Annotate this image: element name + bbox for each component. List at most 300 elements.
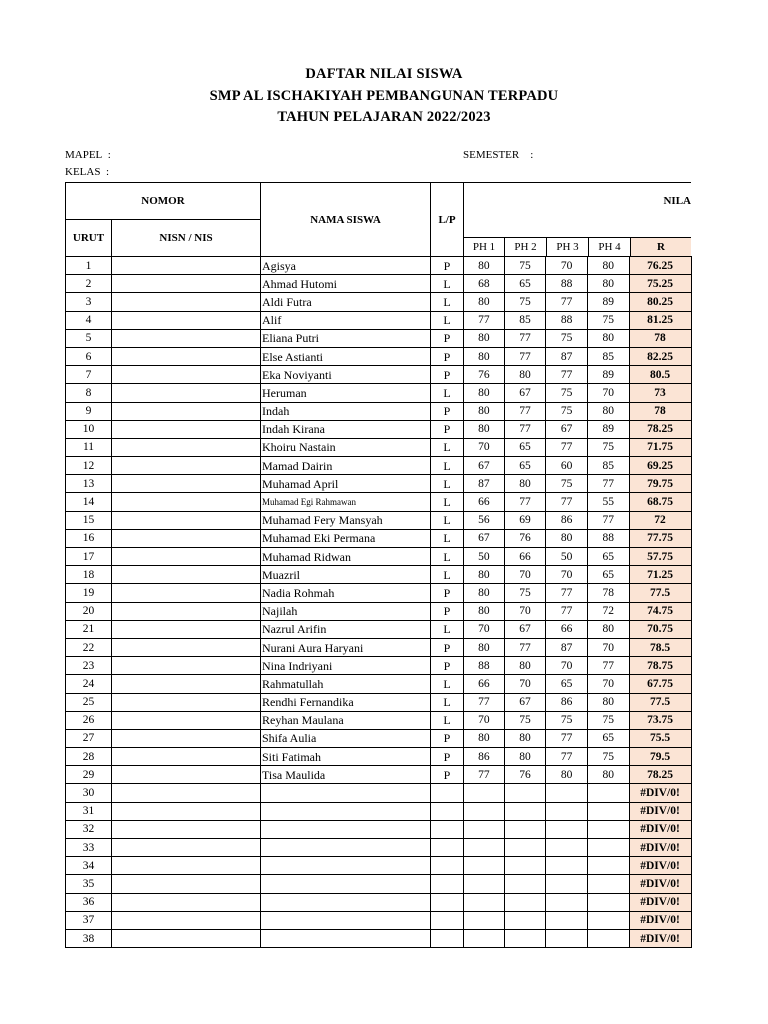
average-cell: 82.25 (629, 347, 691, 365)
ph4-cell: 75 (587, 311, 629, 329)
student-name: Muhamad Fery Mansyah (261, 511, 431, 529)
ph2-cell: 80 (504, 657, 546, 675)
student-name: Muhamad Egi Rahmawan (261, 493, 431, 511)
row-number: 2 (66, 275, 112, 293)
ph3-cell (546, 929, 588, 947)
gender-cell (431, 875, 464, 893)
ph4-cell (587, 911, 629, 929)
table-row (66, 293, 692, 311)
ph3-cell: 60 (546, 457, 588, 475)
ph4-cell: 80 (587, 257, 629, 275)
ph4-cell: 85 (587, 347, 629, 365)
average-cell: #DIV/0! (629, 784, 691, 802)
ph4-cell (587, 893, 629, 911)
gender-cell: L (431, 548, 464, 566)
ph3-cell (546, 857, 588, 875)
nisn-cell (112, 329, 261, 347)
student-name: Agisya (261, 257, 431, 275)
row-number: 19 (66, 584, 112, 602)
table-row (66, 748, 692, 766)
semester-label: SEMESTER : (463, 149, 534, 161)
gender-cell: P (431, 584, 464, 602)
row-number: 27 (66, 729, 112, 747)
table-row (66, 802, 692, 820)
nisn-cell (112, 602, 261, 620)
average-cell: 69.25 (629, 457, 691, 475)
row-number: 14 (66, 493, 112, 511)
gender-cell: L (431, 475, 464, 493)
gender-cell: L (431, 511, 464, 529)
ph2-cell: 80 (504, 729, 546, 747)
table-row (66, 329, 692, 347)
table-row (66, 493, 692, 511)
ph1-cell: 66 (464, 675, 505, 693)
student-name: Nadia Rohmah (261, 584, 431, 602)
ph1-cell: 87 (464, 475, 505, 493)
table-row (66, 820, 692, 838)
nisn-cell (112, 893, 261, 911)
ph1-cell: 70 (464, 711, 505, 729)
average-cell: 80.25 (629, 293, 691, 311)
ph2-header: PH 2 (505, 238, 547, 256)
student-name (261, 911, 431, 929)
student-name: Muhamad April (261, 475, 431, 493)
student-name: Tisa Maulida (261, 766, 431, 784)
nisn-cell (112, 275, 261, 293)
nisn-cell (112, 293, 261, 311)
ph2-cell (504, 893, 546, 911)
ph1-cell: 50 (464, 548, 505, 566)
gender-cell: L (431, 493, 464, 511)
table-row (66, 257, 692, 275)
nisn-cell (112, 457, 261, 475)
gender-cell (431, 911, 464, 929)
ph3-cell (546, 911, 588, 929)
student-name: Indah Kirana (261, 420, 431, 438)
ph4-cell: 80 (587, 329, 629, 347)
average-cell: 74.75 (629, 602, 691, 620)
nisn-cell (112, 766, 261, 784)
ph2-cell: 66 (504, 548, 546, 566)
ph2-cell: 67 (504, 693, 546, 711)
ph2-cell: 65 (504, 438, 546, 456)
gender-cell: P (431, 602, 464, 620)
row-number: 22 (66, 638, 112, 656)
row-number: 11 (66, 438, 112, 456)
ph2-cell (504, 820, 546, 838)
ph3-cell: 70 (546, 657, 588, 675)
ph1-cell: 80 (464, 329, 505, 347)
average-cell: 77.5 (629, 693, 691, 711)
student-name: Rendhi Fernandika (261, 693, 431, 711)
ph2-cell: 77 (504, 347, 546, 365)
table-row (66, 839, 692, 857)
row-number: 12 (66, 457, 112, 475)
ph3-cell: 65 (546, 675, 588, 693)
ph4-cell: 75 (587, 438, 629, 456)
ph3-cell: 75 (546, 402, 588, 420)
nisn-cell (112, 711, 261, 729)
table-row (66, 875, 692, 893)
ph1-cell: 80 (464, 402, 505, 420)
nisn-cell (112, 929, 261, 947)
ph4-cell: 77 (587, 475, 629, 493)
row-number: 18 (66, 566, 112, 584)
gender-cell: P (431, 420, 464, 438)
average-cell: 57.75 (629, 548, 691, 566)
ph3-cell: 77 (546, 366, 588, 384)
ph4-cell (587, 839, 629, 857)
student-name (261, 857, 431, 875)
nisn-cell (112, 402, 261, 420)
row-number: 37 (66, 911, 112, 929)
student-name: Siti Fatimah (261, 748, 431, 766)
student-name (261, 929, 431, 947)
nisn-cell (112, 693, 261, 711)
ph2-cell: 67 (504, 620, 546, 638)
nisn-cell (112, 311, 261, 329)
nisn-cell (112, 748, 261, 766)
student-name (261, 839, 431, 857)
ph4-cell: 70 (587, 675, 629, 693)
nisn-cell (112, 820, 261, 838)
gender-cell: L (431, 275, 464, 293)
table-row (66, 711, 692, 729)
ph3-cell: 66 (546, 620, 588, 638)
average-cell: 71.25 (629, 566, 691, 584)
nisn-cell (112, 548, 261, 566)
ph1-cell: 76 (464, 366, 505, 384)
student-name (261, 784, 431, 802)
average-cell: 77.5 (629, 584, 691, 602)
row-number: 7 (66, 366, 112, 384)
ph2-cell (504, 784, 546, 802)
gender-cell (431, 857, 464, 875)
ph2-cell: 67 (504, 384, 546, 402)
gender-cell: P (431, 638, 464, 656)
table-row (66, 347, 692, 365)
average-cell: 78.5 (629, 638, 691, 656)
table-row (66, 366, 692, 384)
student-name: Muhamad Eki Permana (261, 529, 431, 547)
average-cell: 80.5 (629, 366, 691, 384)
student-name: Muhamad Ridwan (261, 548, 431, 566)
ph1-cell: 68 (464, 275, 505, 293)
ph3-cell: 67 (546, 420, 588, 438)
student-name (261, 893, 431, 911)
row-number: 33 (66, 839, 112, 857)
grade-rows (66, 257, 692, 948)
kelas-label: KELAS : (65, 166, 110, 178)
ph3-cell: 80 (546, 529, 588, 547)
ph2-cell: 77 (504, 493, 546, 511)
row-number: 1 (66, 257, 112, 275)
gender-cell: L (431, 620, 464, 638)
average-cell: 73.75 (629, 711, 691, 729)
table-row (66, 275, 692, 293)
gender-cell (431, 893, 464, 911)
table-row (66, 438, 692, 456)
student-name: Reyhan Maulana (261, 711, 431, 729)
gender-cell: L (431, 693, 464, 711)
ph3-cell: 77 (546, 293, 588, 311)
gender-cell (431, 839, 464, 857)
row-number: 32 (66, 820, 112, 838)
ph3-cell: 70 (546, 257, 588, 275)
ph1-cell: 80 (464, 347, 505, 365)
gender-cell: P (431, 329, 464, 347)
student-name: Shifa Aulia (261, 729, 431, 747)
ph1-cell: 80 (464, 566, 505, 584)
row-number: 30 (66, 784, 112, 802)
table-row (66, 784, 692, 802)
ph4-cell: 89 (587, 293, 629, 311)
ph1-cell (464, 893, 505, 911)
ph2-cell (504, 911, 546, 929)
table-row (66, 620, 692, 638)
average-cell: #DIV/0! (629, 820, 691, 838)
row-number: 28 (66, 748, 112, 766)
row-number: 13 (66, 475, 112, 493)
ph2-cell: 75 (504, 293, 546, 311)
average-cell: 78.75 (629, 657, 691, 675)
nisn-header: NISN / NIS (112, 220, 261, 257)
row-number: 4 (66, 311, 112, 329)
ph1-cell: 66 (464, 493, 505, 511)
ph4-cell (587, 857, 629, 875)
ph3-cell: 86 (546, 511, 588, 529)
ph1-cell: 56 (464, 511, 505, 529)
ph3-cell: 50 (546, 548, 588, 566)
ph4-cell: 80 (587, 275, 629, 293)
ph2-cell (504, 802, 546, 820)
nisn-cell (112, 638, 261, 656)
ph2-cell: 80 (504, 366, 546, 384)
ph1-cell (464, 911, 505, 929)
ph2-cell: 75 (504, 584, 546, 602)
nisn-cell (112, 911, 261, 929)
nisn-cell (112, 657, 261, 675)
row-number: 23 (66, 657, 112, 675)
student-name: Eliana Putri (261, 329, 431, 347)
table-row (66, 457, 692, 475)
table-row (66, 584, 692, 602)
ph4-cell (587, 929, 629, 947)
row-number: 25 (66, 693, 112, 711)
gender-cell: P (431, 366, 464, 384)
ph4-cell: 85 (587, 457, 629, 475)
gender-cell: P (431, 402, 464, 420)
school-name: SMP AL ISCHAKIYAH PEMBANGUNAN TERPADU (209, 88, 559, 104)
nisn-cell (112, 529, 261, 547)
table-row (66, 511, 692, 529)
nisn-cell (112, 420, 261, 438)
nisn-cell (112, 729, 261, 747)
ph4-cell (587, 875, 629, 893)
table-row (66, 475, 692, 493)
student-name: Heruman (261, 384, 431, 402)
row-number: 24 (66, 675, 112, 693)
gender-cell: L (431, 293, 464, 311)
ph4-cell: 72 (587, 602, 629, 620)
student-name: Eka Noviyanti (261, 366, 431, 384)
ph3-cell: 70 (546, 566, 588, 584)
ph3-cell: 77 (546, 584, 588, 602)
nisn-cell (112, 875, 261, 893)
ph2-cell: 70 (504, 602, 546, 620)
ph4-cell (587, 820, 629, 838)
average-cell: 78 (629, 329, 691, 347)
ph2-cell: 77 (504, 420, 546, 438)
ph3-cell: 87 (546, 638, 588, 656)
student-name: Mamad Dairin (261, 457, 431, 475)
nisn-cell (112, 802, 261, 820)
ph2-cell: 80 (504, 475, 546, 493)
gender-cell: L (431, 457, 464, 475)
average-cell: 77.75 (629, 529, 691, 547)
gender-cell: L (431, 438, 464, 456)
ph1-cell: 70 (464, 620, 505, 638)
nisn-cell (112, 475, 261, 493)
row-number: 15 (66, 511, 112, 529)
ph4-header: PH 4 (589, 238, 631, 256)
average-cell: #DIV/0! (629, 911, 691, 929)
average-cell: 67.75 (629, 675, 691, 693)
student-name: Indah (261, 402, 431, 420)
row-number: 21 (66, 620, 112, 638)
ph1-cell (464, 820, 505, 838)
grades-table (65, 182, 692, 948)
nisn-cell (112, 384, 261, 402)
ph2-cell (504, 839, 546, 857)
nisn-cell (112, 438, 261, 456)
table-row (66, 402, 692, 420)
urut-header: URUT (66, 220, 112, 257)
ph4-cell: 65 (587, 566, 629, 584)
ph1-cell (464, 802, 505, 820)
ph4-cell: 65 (587, 729, 629, 747)
ph2-cell: 76 (504, 529, 546, 547)
ph4-cell: 80 (587, 766, 629, 784)
ph2-cell: 70 (504, 566, 546, 584)
ph1-header: PH 1 (464, 238, 505, 256)
ph3-cell (546, 802, 588, 820)
nisn-cell (112, 257, 261, 275)
table-row (66, 693, 692, 711)
average-cell: 79.75 (629, 475, 691, 493)
ph3-cell: 75 (546, 475, 588, 493)
ph4-cell: 77 (587, 657, 629, 675)
row-number: 17 (66, 548, 112, 566)
ph1-cell: 86 (464, 748, 505, 766)
gender-cell: L (431, 529, 464, 547)
nisn-cell (112, 347, 261, 365)
nisn-cell (112, 620, 261, 638)
ph1-cell: 80 (464, 602, 505, 620)
row-number: 31 (66, 802, 112, 820)
ph3-header: PH 3 (547, 238, 589, 256)
table-row (66, 602, 692, 620)
row-number: 29 (66, 766, 112, 784)
ph1-cell: 88 (464, 657, 505, 675)
ph3-cell: 88 (546, 311, 588, 329)
gender-cell: P (431, 729, 464, 747)
row-number: 5 (66, 329, 112, 347)
ph2-cell: 85 (504, 311, 546, 329)
table-row (66, 675, 692, 693)
student-name: Ahmad Hutomi (261, 275, 431, 293)
student-name: Aldi Futra (261, 293, 431, 311)
table-row (66, 893, 692, 911)
average-cell: #DIV/0! (629, 839, 691, 857)
ph3-cell: 75 (546, 384, 588, 402)
ph2-cell: 75 (504, 257, 546, 275)
student-name: Rahmatullah (261, 675, 431, 693)
gender-cell: L (431, 675, 464, 693)
ph3-cell: 77 (546, 602, 588, 620)
student-name: Nurani Aura Haryani (261, 638, 431, 656)
ph3-cell: 75 (546, 711, 588, 729)
ph2-cell: 77 (504, 638, 546, 656)
mapel-label: MAPEL : (65, 149, 111, 161)
ph3-cell: 77 (546, 438, 588, 456)
ph2-cell: 75 (504, 711, 546, 729)
ph4-cell: 80 (587, 693, 629, 711)
average-cell: 76.25 (629, 257, 691, 275)
ph1-cell (464, 839, 505, 857)
nisn-cell (112, 784, 261, 802)
table-row (66, 857, 692, 875)
document-title: DAFTAR NILAI SISWA (305, 66, 463, 82)
ph2-cell (504, 875, 546, 893)
ph3-cell (546, 839, 588, 857)
average-cell: 72 (629, 511, 691, 529)
student-name (261, 875, 431, 893)
ph2-cell: 65 (504, 457, 546, 475)
average-cell: 73 (629, 384, 691, 402)
row-number: 20 (66, 602, 112, 620)
row-number: 35 (66, 875, 112, 893)
average-cell: 70.75 (629, 620, 691, 638)
ph3-cell: 77 (546, 748, 588, 766)
ph2-cell: 65 (504, 275, 546, 293)
gender-cell: P (431, 748, 464, 766)
ph3-cell (546, 820, 588, 838)
lp-header: L/P (431, 183, 464, 257)
ph1-cell: 80 (464, 420, 505, 438)
row-number: 34 (66, 857, 112, 875)
table-row (66, 911, 692, 929)
ph3-cell: 86 (546, 693, 588, 711)
ph3-cell: 77 (546, 493, 588, 511)
row-number: 10 (66, 420, 112, 438)
average-cell: #DIV/0! (629, 875, 691, 893)
ph4-cell: 89 (587, 420, 629, 438)
ph1-cell (464, 784, 505, 802)
table-row (66, 311, 692, 329)
nama-header: NAMA SISWA (261, 183, 431, 257)
ph2-cell: 70 (504, 675, 546, 693)
table-row (66, 529, 692, 547)
ph1-cell (464, 875, 505, 893)
table-row (66, 929, 692, 947)
ph1-cell: 80 (464, 584, 505, 602)
nisn-cell (112, 366, 261, 384)
average-cell: 68.75 (629, 493, 691, 511)
row-number: 6 (66, 347, 112, 365)
student-name: Najilah (261, 602, 431, 620)
gender-cell: L (431, 311, 464, 329)
